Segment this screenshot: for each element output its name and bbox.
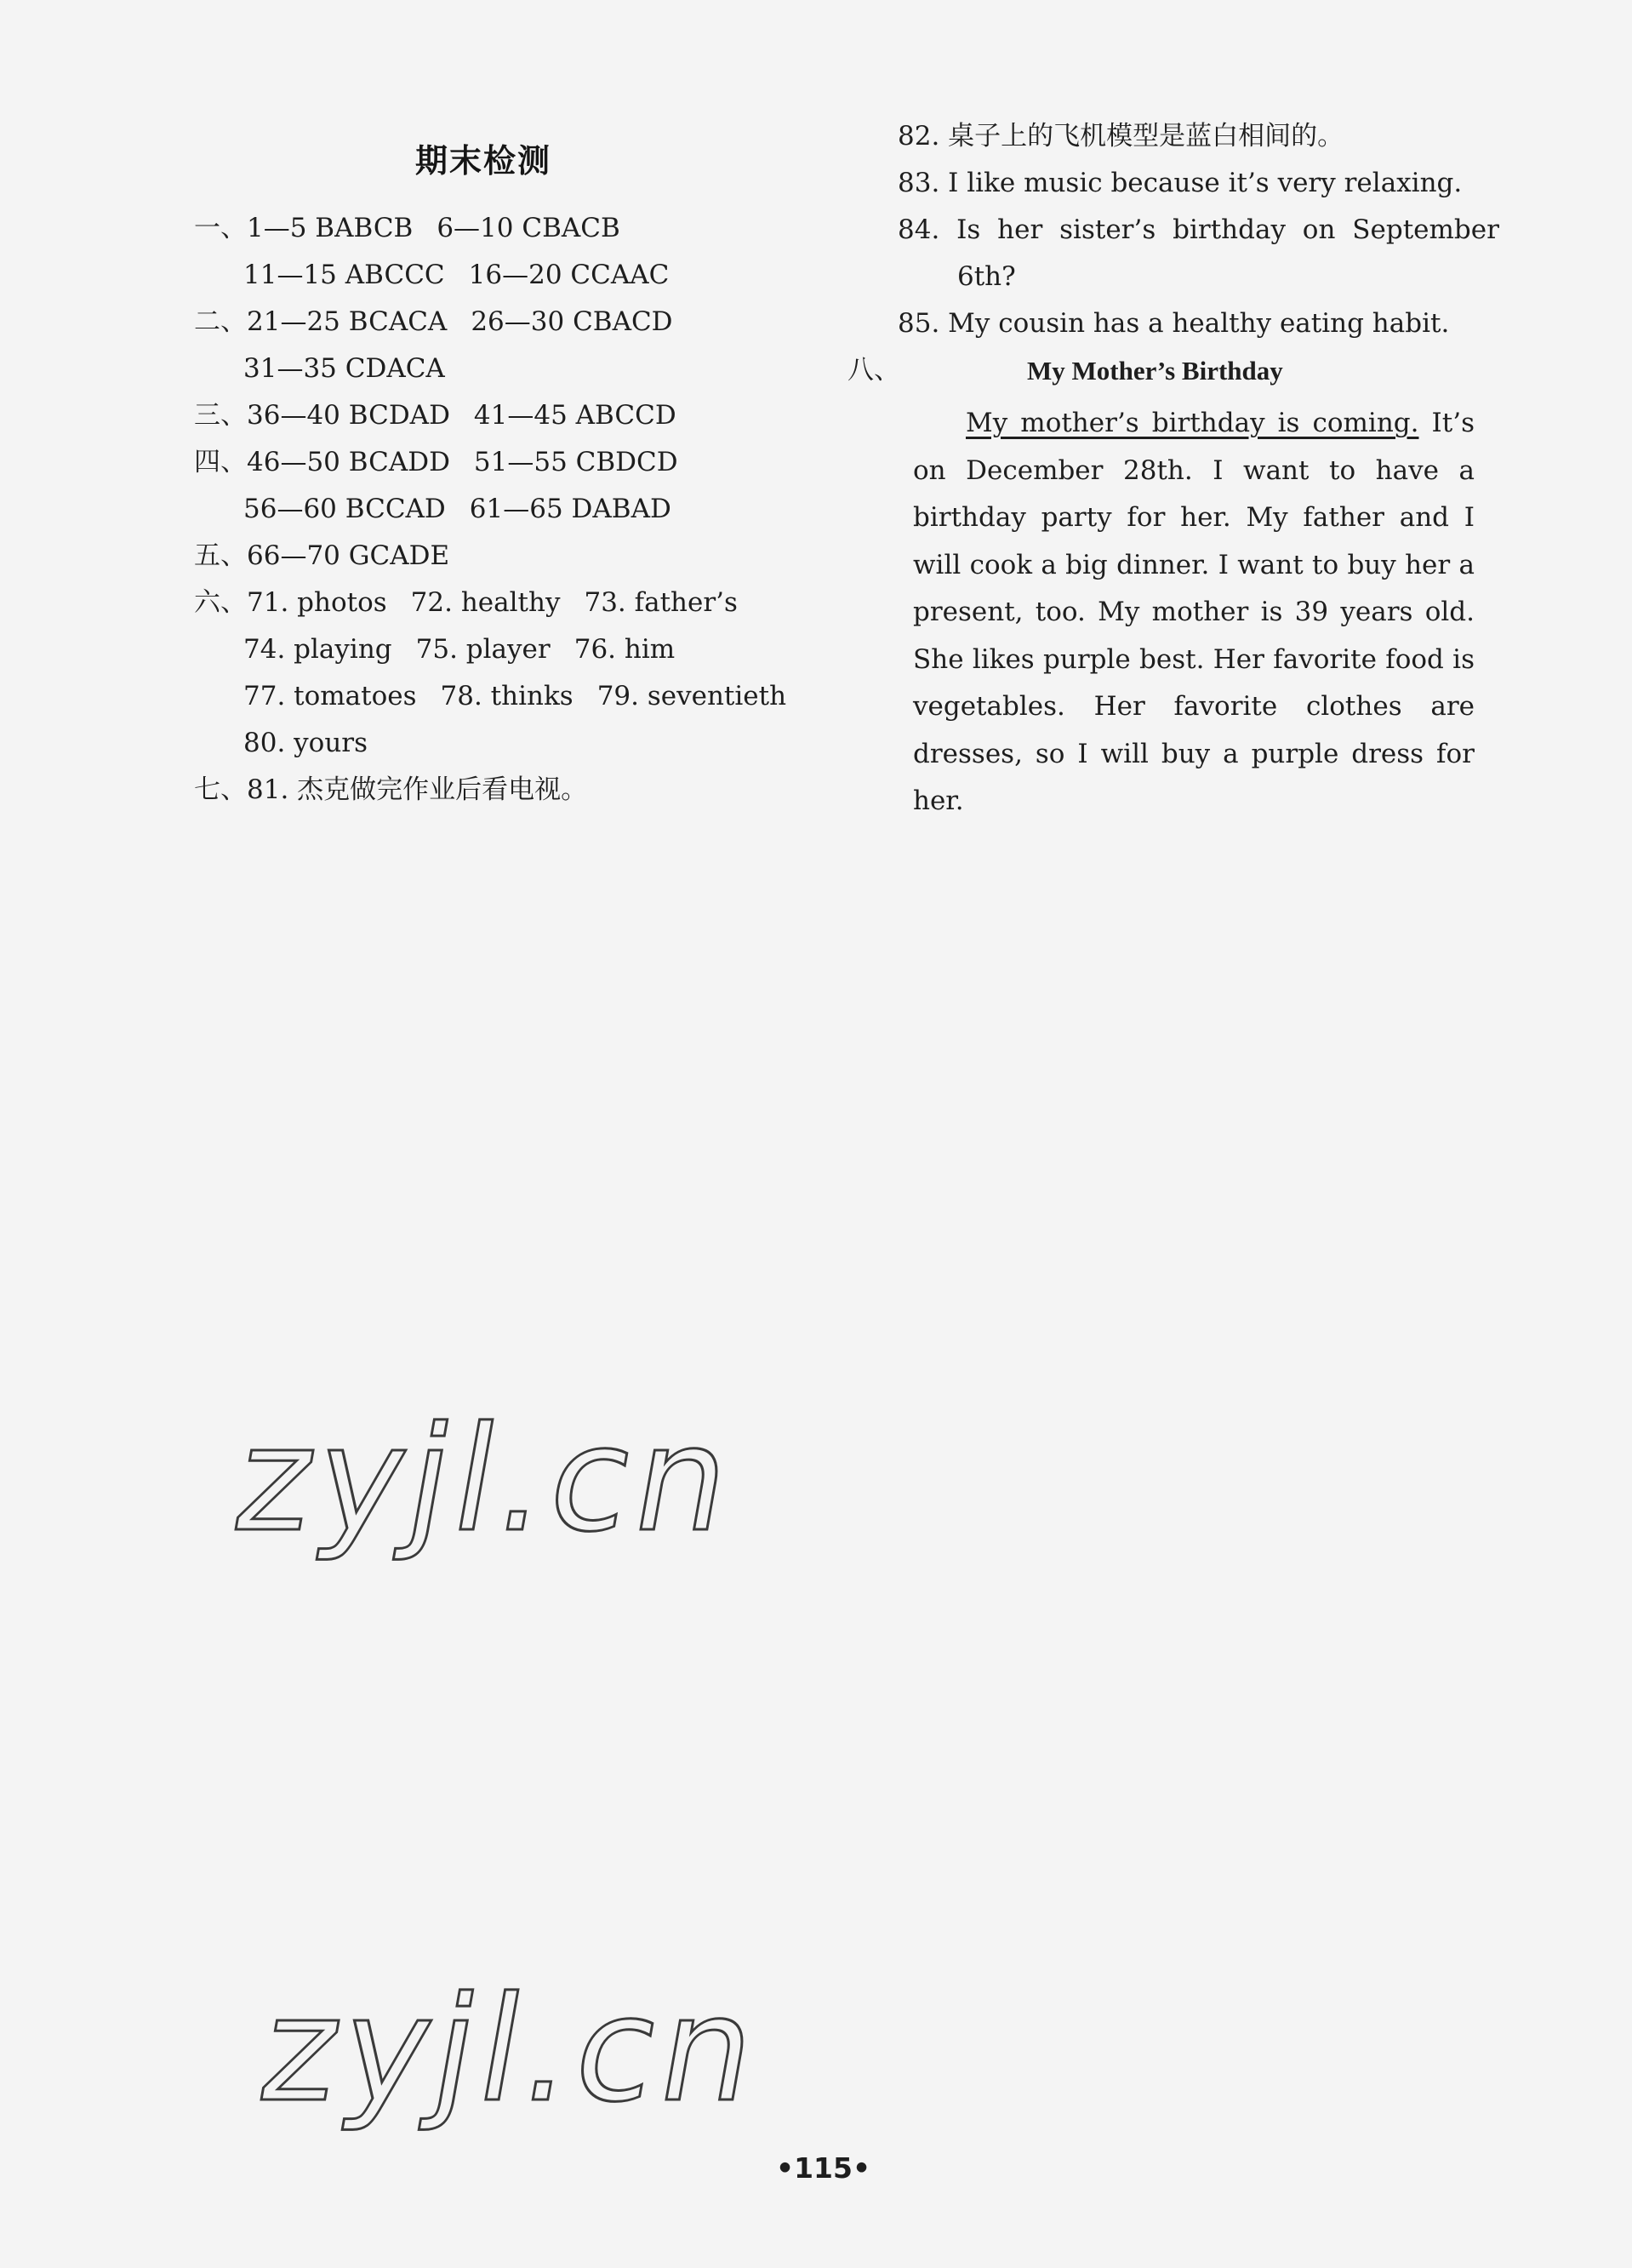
answer-item: 36—40 BCDAD xyxy=(247,400,450,431)
answer-item: 11—15 ABCCC xyxy=(243,260,445,290)
answer-item: 61—65 DABAD xyxy=(469,494,671,524)
section-number: 四、 xyxy=(194,447,247,477)
answer-item: 21—25 BCACA xyxy=(247,306,448,337)
answer-line xyxy=(194,445,678,479)
answer-item: 41—45 ABCCD xyxy=(473,400,676,431)
answer-item: 83. I like music because it’s very relaxing. xyxy=(898,168,1463,198)
section-number: 六、 xyxy=(194,587,247,618)
answer-line xyxy=(898,166,1462,200)
answer-item: 6—10 CBACB xyxy=(437,213,620,243)
answer-line xyxy=(898,213,1499,247)
essay-title: My Mother’s Birthday xyxy=(1027,356,1283,386)
section-number: 一、 xyxy=(194,213,247,243)
answer-line xyxy=(194,398,676,432)
answer-line xyxy=(243,632,675,666)
answer-item: 51—55 CBDCD xyxy=(473,447,678,477)
answer-item: 6th? xyxy=(957,261,1016,292)
section-number: 三、 xyxy=(194,400,247,431)
answer-item: 81. 杰克做完作业后看电视。 xyxy=(247,774,588,805)
watermark: zyjl.cn xyxy=(223,1396,749,1564)
answer-line xyxy=(194,539,449,573)
answer-item: 76. him xyxy=(573,634,676,665)
answer-line xyxy=(194,211,620,245)
essay-body xyxy=(913,400,1475,826)
answer-item: 82. 桌子上的飞机模型是蓝白相间的。 xyxy=(898,121,1344,151)
watermark: zyjl.cn xyxy=(248,1966,774,2134)
essay-underlined-sentence: My mother’s birthday is coming. xyxy=(966,408,1419,438)
answer-line xyxy=(243,492,671,526)
answer-item: 66—70 GCADE xyxy=(247,540,450,571)
answer-line xyxy=(243,258,669,292)
answer-line xyxy=(194,773,587,807)
answer-item: 46—50 BCADD xyxy=(247,447,450,477)
answer-item: 84. Is her sister’s birthday on September xyxy=(898,214,1499,245)
answer-item: 77. tomatoes xyxy=(243,681,417,711)
section-number: 五、 xyxy=(194,540,247,571)
answer-item: 71. photos xyxy=(247,587,387,618)
answer-line xyxy=(898,119,1344,153)
answer-item: 1—5 BABCB xyxy=(247,213,414,243)
page-title: 期末检测 xyxy=(415,142,552,180)
answer-line xyxy=(194,305,673,339)
essay-text: It’s on December 28th. I want to have a birthday party for her. My father and I will cook a big dinner. I want to buy her a present, too. My mother is 39 years old. She likes purple best. Her favorite food is vegetables. Her favorite clothes are dresses, so I will buy a purple dress for her. xyxy=(913,408,1475,816)
answer-item: 72. healthy xyxy=(410,587,561,618)
answer-item: 56—60 BCCAD xyxy=(243,494,446,524)
answer-line xyxy=(957,260,1016,294)
answer-item: 85. My cousin has a healthy eating habit. xyxy=(898,308,1450,339)
section-number: 八、 xyxy=(847,355,900,386)
answer-line xyxy=(243,351,445,386)
answer-line xyxy=(243,726,368,760)
answer-item: 79. seventieth xyxy=(596,681,787,711)
section-number: 七、 xyxy=(194,774,247,805)
answer-line xyxy=(243,679,786,713)
section-number: 二、 xyxy=(194,306,247,337)
answer-item: 73. father’s xyxy=(584,587,738,618)
answer-item: 31—35 CDACA xyxy=(243,353,445,384)
page-number: •115• xyxy=(776,2151,871,2185)
answer-item: 74. playing xyxy=(243,634,392,665)
answer-item: 75. player xyxy=(415,634,551,665)
answer-item: 80. yours xyxy=(243,728,368,758)
answer-item: 26—30 CBACD xyxy=(471,306,673,337)
answer-item: 78. thinks xyxy=(440,681,573,711)
answer-item: 16—20 CCAAC xyxy=(468,260,670,290)
answer-line xyxy=(194,586,738,620)
answer-line xyxy=(898,306,1449,340)
